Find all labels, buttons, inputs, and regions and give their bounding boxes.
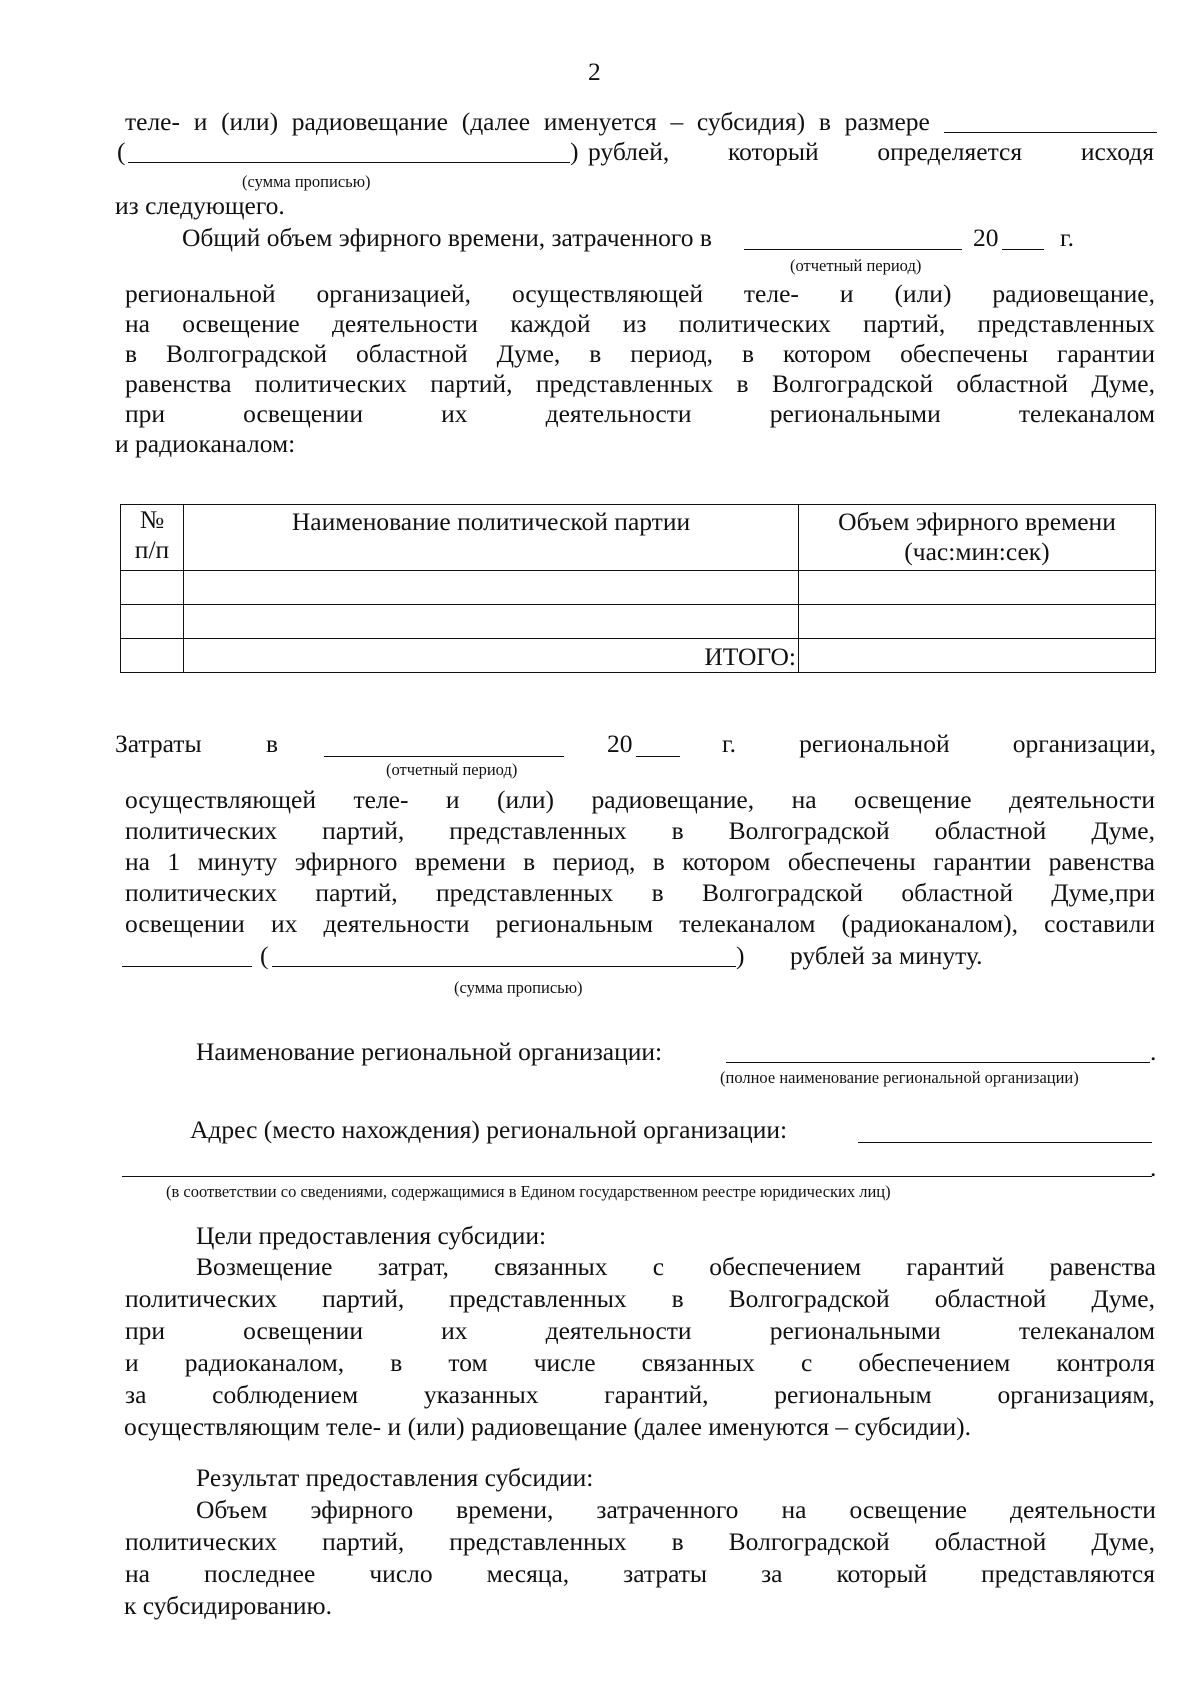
caption-org-name: (полное наименование региональной организации): [720, 1068, 1079, 1087]
word: обеспечены: [900, 339, 1029, 368]
cost-words-blank: [272, 966, 736, 967]
word: контроля: [1056, 1348, 1155, 1377]
word: гарантий,: [604, 1380, 709, 1409]
addr-blank-2: [122, 1176, 1152, 1177]
word: на: [125, 309, 150, 338]
word: и: [839, 279, 854, 308]
word: на: [125, 847, 150, 876]
word: областной: [934, 816, 1047, 845]
total-label: ИТОГО:: [704, 642, 796, 671]
word: осуществляющей: [511, 279, 703, 308]
p3-line6: [125, 908, 1155, 940]
p2-line2: [125, 308, 1155, 340]
word: с: [652, 1252, 665, 1281]
word: политических: [125, 1527, 278, 1556]
word: политических: [254, 369, 407, 398]
word: осуществляющей: [125, 785, 316, 814]
word: гарантий: [906, 1252, 1005, 1281]
word: (или): [221, 107, 279, 136]
word: в: [818, 107, 831, 136]
word: который: [836, 1559, 928, 1588]
word: затраченного: [596, 1495, 739, 1524]
p3-line1-rest: [722, 728, 1156, 760]
word: и: [193, 107, 208, 136]
word: размере: [844, 107, 930, 136]
word: политических: [678, 309, 831, 338]
word: обеспечением: [858, 1348, 1011, 1377]
word: в: [523, 847, 536, 876]
word: период,: [630, 339, 713, 368]
goals-heading: Цели предоставления субсидии:: [196, 1221, 547, 1250]
word: котором: [682, 847, 771, 876]
table-row: [121, 571, 1156, 605]
paren-open: (: [117, 137, 126, 166]
word: месяца,: [486, 1559, 570, 1588]
word: минуту: [197, 847, 278, 876]
p1-line2: [588, 136, 1154, 168]
word: Волгоградской: [701, 878, 864, 907]
org-name-blank: [726, 1062, 1150, 1063]
p1-line3: из следующего.: [115, 191, 285, 220]
word: в: [651, 878, 664, 907]
word: освещении: [125, 909, 245, 938]
word: освещение: [182, 309, 300, 338]
word: в: [671, 1284, 684, 1313]
p3-word-1: Затраты: [115, 729, 202, 758]
word: субсидия): [696, 107, 806, 136]
word: радиовещание,: [591, 785, 755, 814]
word: затрат,: [377, 1252, 449, 1281]
p2-line5: [125, 398, 1155, 430]
result-line1: [196, 1494, 1156, 1526]
word: в: [589, 339, 602, 368]
word: представленных: [449, 1284, 627, 1313]
word: при: [125, 1316, 166, 1345]
period-blank: [744, 249, 962, 250]
paren-open-2: (: [260, 941, 269, 970]
word: деятельности: [1009, 1495, 1156, 1524]
word: партий,: [322, 816, 405, 845]
word: в: [125, 339, 138, 368]
word: обеспечением: [709, 1252, 862, 1281]
word: региональным: [774, 1380, 932, 1409]
word: их: [441, 399, 468, 428]
word: Думе,: [1091, 1527, 1155, 1556]
word: теле-: [353, 785, 409, 814]
page-number: 2: [588, 57, 601, 86]
word: региональным: [495, 909, 654, 938]
word: партий,: [315, 878, 398, 907]
word: радиовещание: [291, 107, 448, 136]
word: в: [671, 816, 684, 845]
addr-dot: .: [1150, 1153, 1157, 1182]
word: равенства: [1049, 1252, 1156, 1281]
word: за: [761, 1559, 783, 1588]
caption-amount-words: (сумма прописью): [242, 172, 371, 191]
word: телеканалом: [679, 909, 816, 938]
word: представленных: [535, 369, 714, 398]
col-number-header: № п/п: [121, 505, 184, 571]
p2-line3: [125, 338, 1155, 370]
word: г.: [722, 729, 736, 758]
year-prefix: 20: [973, 223, 999, 252]
word: организациям,: [997, 1380, 1155, 1409]
word: телеканалом: [1018, 1316, 1155, 1345]
word: за: [125, 1380, 147, 1409]
word: который: [728, 137, 819, 166]
word: на: [781, 1495, 807, 1524]
word: –: [670, 107, 684, 136]
word: радиоканалом,: [184, 1348, 345, 1377]
result-line3: [125, 1558, 1155, 1590]
goals-line5: [125, 1379, 1155, 1411]
paren-close: ): [570, 137, 579, 166]
word: региональной: [799, 729, 950, 758]
word: Волгоградской: [728, 816, 890, 845]
word: освещении: [243, 1316, 363, 1345]
word: равенства: [125, 369, 232, 398]
word: представляются: [981, 1559, 1155, 1588]
word: (далее: [461, 107, 531, 136]
p1-line1: [125, 106, 930, 138]
word: освещение: [854, 785, 972, 814]
word: и: [125, 1348, 139, 1377]
word: теле-: [125, 107, 180, 136]
word: партий,: [430, 369, 513, 398]
word: партий,: [322, 1527, 405, 1556]
word: организации,: [1012, 729, 1156, 758]
goals-line3: [125, 1315, 1155, 1347]
word: областной: [356, 339, 468, 368]
addr-blank-1: [858, 1142, 1152, 1143]
period-blank-2: [324, 756, 564, 757]
word: именуется: [543, 107, 657, 136]
word: котором: [782, 339, 872, 368]
word: том: [448, 1348, 488, 1377]
word: в: [741, 339, 754, 368]
word: радиовещание,: [992, 279, 1155, 308]
goals-line1: [196, 1251, 1156, 1283]
word: число: [369, 1559, 433, 1588]
subsidy-amount-blank: [944, 132, 1157, 133]
word: теле-: [743, 279, 799, 308]
word: их: [270, 909, 298, 938]
word: времени,: [456, 1495, 554, 1524]
word: (радиоканалом),: [841, 909, 1018, 938]
word: их: [441, 1316, 468, 1345]
cost-blank: [122, 966, 252, 967]
word: (или): [497, 785, 555, 814]
goals-last: осуществляющим теле- и (или) радиовещание (далее именуются – субсидии).: [124, 1412, 971, 1441]
word: Возмещение: [196, 1252, 333, 1281]
word: региональной: [125, 279, 276, 308]
word: соблюдением: [212, 1380, 359, 1409]
word: гарантии: [933, 847, 1032, 876]
word: рублей,: [588, 137, 670, 166]
word: при: [125, 399, 166, 428]
word: последнее: [204, 1559, 316, 1588]
subsidy-words-blank: [128, 162, 570, 163]
word: областной: [934, 1527, 1047, 1556]
p2-line4: [125, 368, 1155, 400]
word: с: [801, 1348, 813, 1377]
word: времени: [414, 847, 506, 876]
org-label: Наименование региональной организации:: [196, 1037, 663, 1066]
p3-end: рублей за минуту.: [790, 941, 983, 970]
word: связанных: [494, 1252, 608, 1281]
p3-line3: [125, 815, 1155, 847]
word: эфирного: [294, 847, 398, 876]
word: представленных: [435, 878, 614, 907]
table-row: [121, 605, 1156, 639]
word: освещение: [849, 1495, 967, 1524]
word: Волгоградской: [771, 369, 933, 398]
airtime-table: [120, 504, 1156, 673]
word: областной: [956, 369, 1068, 398]
word: деятельности: [545, 399, 692, 428]
p3-line4: [125, 846, 1155, 878]
year-suffix: г.: [1060, 223, 1074, 252]
word: политических: [125, 878, 278, 907]
word: Волгоградской: [728, 1284, 890, 1313]
word: партий,: [322, 1284, 405, 1313]
word: региональными: [769, 1316, 941, 1345]
word: исходя: [1080, 137, 1154, 166]
word: затраты: [623, 1559, 708, 1588]
p3-line5: [125, 877, 1155, 909]
word: деятельности: [545, 1316, 692, 1345]
word: в: [671, 1527, 684, 1556]
word: из: [622, 309, 647, 338]
p3-word-2: в: [266, 729, 279, 758]
word: эфирного: [310, 1495, 414, 1524]
caption-period: (отчетный период): [790, 256, 922, 275]
word: политических: [125, 816, 278, 845]
paren-close-2: ): [736, 941, 745, 970]
p2-line1: [125, 278, 1155, 310]
word: на: [125, 1559, 150, 1588]
word: телеканалом: [1018, 399, 1155, 428]
caption-addr: (в соответствии со сведениями, содержащимися в Едином государственном реестре юридических лиц): [166, 1182, 891, 1201]
word: деятельности: [331, 309, 478, 338]
word: период,: [552, 847, 636, 876]
word: в: [652, 847, 665, 876]
org-dot: .: [1150, 1037, 1157, 1066]
word: Думе,при: [1051, 878, 1155, 907]
addr-label: Адрес (место нахождения) региональной организации:: [190, 1115, 788, 1144]
word: организацией,: [316, 279, 472, 308]
word: Волгоградской: [728, 1527, 890, 1556]
result-line2: [125, 1526, 1155, 1558]
word: числе: [533, 1348, 596, 1377]
word: политических: [125, 1284, 278, 1313]
word: деятельности: [1008, 785, 1155, 814]
word: в: [736, 369, 749, 398]
word: на: [791, 785, 817, 814]
word: деятельности: [323, 909, 470, 938]
word: Думе,: [1091, 369, 1155, 398]
word: региональными: [769, 399, 941, 428]
word: и: [445, 785, 460, 814]
p3-line2: [125, 784, 1155, 816]
col-party-header: Наименование политической партии: [184, 505, 799, 571]
result-heading: Результат предоставления субсидии:: [196, 1463, 594, 1492]
word: Думе,: [1091, 816, 1155, 845]
word: Объем: [196, 1495, 268, 1524]
word: представленных: [977, 309, 1155, 338]
word: обеспечены: [787, 847, 916, 876]
word: представленных: [449, 816, 627, 845]
word: составили: [1044, 909, 1155, 938]
goals-line2: [125, 1283, 1155, 1315]
word: представленных: [449, 1527, 627, 1556]
goals-line4: [125, 1347, 1155, 1379]
table-total-row: [121, 639, 1156, 673]
year-blank: [1002, 249, 1044, 250]
word: освещении: [243, 399, 363, 428]
caption-period-2: (отчетный период): [386, 760, 518, 779]
word: Думе,: [1091, 1284, 1155, 1313]
word: партий,: [863, 309, 946, 338]
word: равенства: [1048, 847, 1155, 876]
word: определяется: [877, 137, 1023, 166]
word: 1: [167, 847, 181, 876]
p2-last: и радиоканалом:: [115, 429, 296, 458]
year-prefix-2: 20: [607, 729, 633, 758]
word: Думе,: [496, 339, 561, 368]
caption-amount-words-2: (сумма прописью): [454, 978, 583, 997]
word: областной: [901, 878, 1013, 907]
col-airtime-header: Объем эфирного времени (час:мин:сек): [799, 505, 1156, 571]
p2-start: Общий объем эфирного времени, затраченного в: [182, 223, 712, 252]
word: Волгоградской: [166, 339, 328, 368]
word: каждой: [510, 309, 591, 338]
word: (или): [894, 279, 952, 308]
word: областной: [934, 1284, 1047, 1313]
year-blank-2: [636, 756, 680, 757]
word: в: [390, 1348, 403, 1377]
word: связанных: [641, 1348, 755, 1377]
word: указанных: [423, 1380, 539, 1409]
word: гарантии: [1057, 339, 1155, 368]
result-last: к субсидированию.: [124, 1591, 332, 1620]
